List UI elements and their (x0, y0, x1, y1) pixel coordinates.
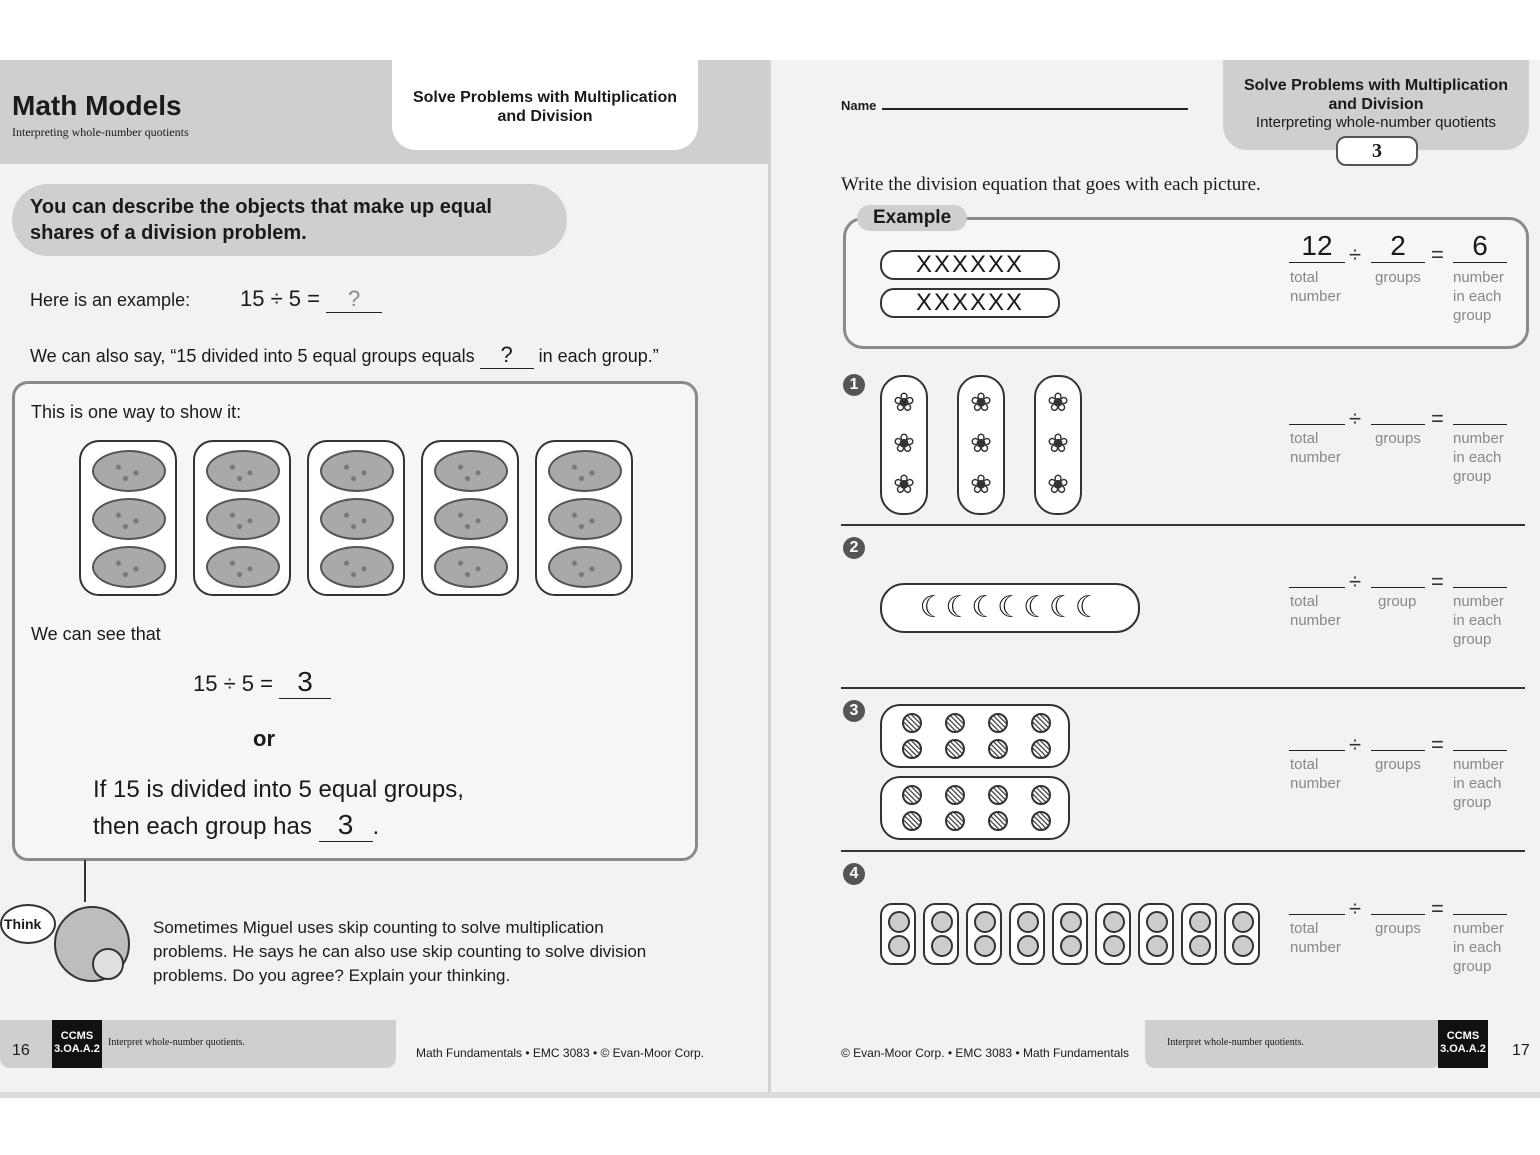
flower-icon: ❀ (1047, 428, 1069, 458)
cookie-group (79, 440, 177, 596)
divide-sign: ÷ (1349, 732, 1362, 757)
label-total: total number (1290, 756, 1341, 792)
answer-total-blank[interactable] (1289, 750, 1345, 751)
sentence-line-2-text: then each group has (93, 813, 312, 840)
banana-icon: ☾☾☾☾☾☾☾ (919, 591, 1101, 624)
cookie (92, 546, 166, 588)
name-label: Name (841, 98, 877, 113)
flower-group (880, 375, 928, 515)
ball-icon (988, 785, 1008, 805)
equals-sign: = (1431, 406, 1444, 431)
circle-icon (888, 935, 910, 957)
answer-each-blank[interactable] (1453, 750, 1507, 751)
circle-icon (1189, 935, 1211, 957)
ball-icon (902, 811, 922, 831)
flower-icon: ❀ (970, 469, 992, 499)
capsule-group (880, 903, 916, 965)
answer-groups-blank[interactable] (1371, 424, 1425, 425)
cookie-group (307, 440, 405, 596)
circle-icon (1103, 935, 1125, 957)
ball-icon (902, 785, 922, 805)
equation-answer (193, 666, 331, 699)
label-total: total number (1290, 269, 1341, 305)
equation-answer-text: 15 ÷ 5 = (193, 671, 273, 696)
example-equation (240, 286, 382, 313)
circle-icon (1232, 935, 1254, 957)
equals-sign: = (1431, 242, 1444, 267)
spider-icon (54, 906, 130, 982)
think-label: Think (4, 916, 42, 932)
sentence-line-2 (93, 809, 379, 842)
cookie (434, 450, 508, 492)
problem-number: 3 (843, 700, 865, 722)
cookie (434, 498, 508, 540)
label-each: number in each group (1453, 269, 1504, 324)
box-intro: This is one way to show it: (31, 402, 242, 422)
example-equation-text: 15 ÷ 5 = (240, 286, 320, 311)
example-label: Here is an example: (30, 290, 191, 310)
flower-icon: ❀ (893, 469, 915, 499)
answer-groups-blank[interactable] (1371, 914, 1425, 915)
divide-sign: ÷ (1349, 242, 1362, 267)
circle-icon (1146, 911, 1168, 933)
ball-icon (902, 739, 922, 759)
capsule-group (923, 903, 959, 965)
ball-icon (1031, 811, 1051, 831)
capsule-group (1095, 903, 1131, 965)
capsule-group (1009, 903, 1045, 965)
example-total: 12 (1289, 230, 1345, 263)
capsule-group (966, 903, 1002, 965)
label-each: number in each group (1453, 756, 1504, 811)
name-field[interactable] (882, 108, 1188, 110)
divide-sign: ÷ (1349, 896, 1362, 921)
circle-icon (1103, 911, 1125, 933)
equals-sign: = (1431, 732, 1444, 757)
label-each: number in each group (1453, 593, 1504, 648)
header-tab (392, 60, 698, 150)
ccss-badge: CCMS 3.OA.A.2 (52, 1020, 102, 1068)
ball-group (880, 704, 1070, 768)
cookie (92, 450, 166, 492)
ball-icon (988, 739, 1008, 759)
flower-group (957, 375, 1005, 515)
flower-icon: ❀ (970, 428, 992, 458)
answer-total-blank[interactable] (1289, 424, 1345, 425)
circle-icon (1017, 935, 1039, 957)
divide-sign: ÷ (1349, 569, 1362, 594)
footer-credit: © Evan-Moor Corp. • EMC 3083 • Math Fundamentals (841, 1046, 1130, 1060)
cookie-group (421, 440, 519, 596)
cookie (434, 546, 508, 588)
divider (841, 850, 1525, 852)
problem-number: 4 (843, 863, 865, 885)
equation-answer-value: 3 (279, 666, 331, 699)
ball-icon (945, 811, 965, 831)
ball-icon (988, 811, 1008, 831)
instruction: Write the division equation that goes with each picture. (841, 174, 1261, 195)
cookie (206, 498, 280, 540)
answer-groups-blank[interactable] (1371, 750, 1425, 751)
label-groups: groups (1375, 756, 1421, 773)
page-number: 17 (1512, 1042, 1530, 1059)
flower-icon: ❀ (893, 428, 915, 458)
answer-each-blank[interactable] (1453, 914, 1507, 915)
cookie (206, 546, 280, 588)
sentence-line-1: If 15 is divided into 5 equal groups, (93, 776, 464, 803)
ball-icon (945, 785, 965, 805)
capsule-group (1224, 903, 1260, 965)
also-say-part-2: in each group.” (538, 346, 659, 366)
label-groups: groups (1375, 269, 1421, 286)
label-group: group (1378, 593, 1417, 610)
answer-each-blank[interactable] (1453, 424, 1507, 425)
footer-note: Interpret whole-number quotients. (108, 1037, 245, 1048)
flower-group (1034, 375, 1082, 515)
flower-icon: ❀ (1047, 387, 1069, 417)
cookie-group (193, 440, 291, 596)
capsule-group (1181, 903, 1217, 965)
equals-sign: = (1431, 569, 1444, 594)
answer-total-blank[interactable] (1289, 587, 1345, 588)
cookie (320, 546, 394, 588)
divider (841, 524, 1525, 526)
circle-icon (1060, 935, 1082, 957)
sentence-answer: 3 (319, 809, 373, 842)
example-each: 6 (1453, 230, 1507, 263)
problem-number: 1 (843, 374, 865, 396)
label-total: total number (1290, 593, 1341, 629)
divider (841, 687, 1525, 689)
think-text: Sometimes Miguel uses skip counting to solve multiplication problems. He says he can also use skip counting to solve division problems. Do you agree? Explain your thinking. (153, 918, 647, 985)
equals-sign: = (1431, 896, 1444, 921)
ball-icon (902, 713, 922, 733)
example-blank: ? (326, 286, 382, 313)
example-tag: Example (857, 205, 967, 231)
ball-icon (945, 739, 965, 759)
capsule-group (1052, 903, 1088, 965)
cookie-group (535, 440, 633, 596)
spider-thread (84, 860, 86, 902)
book-bottom-edge (0, 1092, 1540, 1098)
ball-icon (945, 713, 965, 733)
model-box (12, 381, 698, 861)
ball-icon (1031, 785, 1051, 805)
circle-icon (1189, 911, 1211, 933)
cookie (320, 498, 394, 540)
circle-icon (1060, 911, 1082, 933)
circle-icon (974, 935, 996, 957)
cookie (206, 450, 280, 492)
circle-icon (1232, 911, 1254, 933)
ball-icon (1031, 739, 1051, 759)
also-say-part-1: We can also say, “15 divided into 5 equal groups equals (30, 346, 475, 366)
circle-icon (1146, 935, 1168, 957)
cookie (548, 546, 622, 588)
problem-number: 2 (843, 537, 865, 559)
answer-each-blank[interactable] (1453, 587, 1507, 588)
label-each: number in each group (1453, 920, 1504, 975)
cookie (92, 498, 166, 540)
circle-icon (974, 911, 996, 933)
capsule-group (1138, 903, 1174, 965)
also-say-sentence (30, 342, 659, 369)
example-box (843, 217, 1529, 349)
cookie (548, 498, 622, 540)
divide-sign: ÷ (1349, 406, 1362, 431)
circle-icon (931, 935, 953, 957)
intro-banner (12, 184, 567, 256)
sentence-period: . (372, 813, 380, 840)
page-subtitle: Interpreting whole-number quotients (12, 125, 189, 139)
flower-icon: ❀ (970, 387, 992, 417)
footer-note: Interpret whole-number quotients. (1167, 1037, 1304, 1048)
answer-total-blank[interactable] (1289, 914, 1345, 915)
right-page (771, 60, 1540, 1092)
page-number: 16 (12, 1042, 30, 1059)
label-total: total number (1290, 920, 1341, 956)
example-row: XXXXXX (880, 250, 1060, 280)
header-tab-title: Solve Problems with Multiplication and Division (1243, 77, 1509, 113)
header-tab-subtitle: Interpreting whole-number quotients (1255, 114, 1497, 131)
ball-icon (1031, 713, 1051, 733)
footer-bar (1145, 1020, 1441, 1068)
page-title: Math Models (12, 90, 182, 121)
also-say-blank: ? (480, 342, 534, 369)
cookie (548, 450, 622, 492)
spider-head (92, 948, 124, 980)
ball-icon (988, 713, 1008, 733)
label-groups: groups (1375, 920, 1421, 937)
ball-group (880, 776, 1070, 840)
think-bubble (0, 904, 56, 944)
or-text: or (253, 726, 275, 751)
circle-icon (1017, 911, 1039, 933)
circle-icon (888, 911, 910, 933)
ccss-badge: CCMS 3.OA.A.2 (1438, 1020, 1488, 1068)
label-each: number in each group (1453, 430, 1504, 485)
example-groups: 2 (1371, 230, 1425, 263)
label-groups: groups (1375, 430, 1421, 447)
label-total: total number (1290, 430, 1341, 466)
cookie (320, 450, 394, 492)
example-row: XXXXXX (880, 288, 1060, 318)
lesson-number: 3 (1336, 136, 1418, 166)
left-page (0, 60, 768, 1092)
we-can-see: We can see that (31, 624, 161, 644)
circle-icon (931, 911, 953, 933)
intro-banner-text: You can describe the objects that make up equal shares of a division problem. (30, 196, 492, 244)
footer-credit: Math Fundamentals • EMC 3083 • © Evan-Moor Corp. (416, 1046, 705, 1060)
banana-group (880, 583, 1140, 633)
answer-groups-blank[interactable] (1371, 587, 1425, 588)
header-tab-title: Solve Problems with Multiplication and Division (412, 89, 678, 125)
flower-icon: ❀ (893, 387, 915, 417)
flower-icon: ❀ (1047, 469, 1069, 499)
